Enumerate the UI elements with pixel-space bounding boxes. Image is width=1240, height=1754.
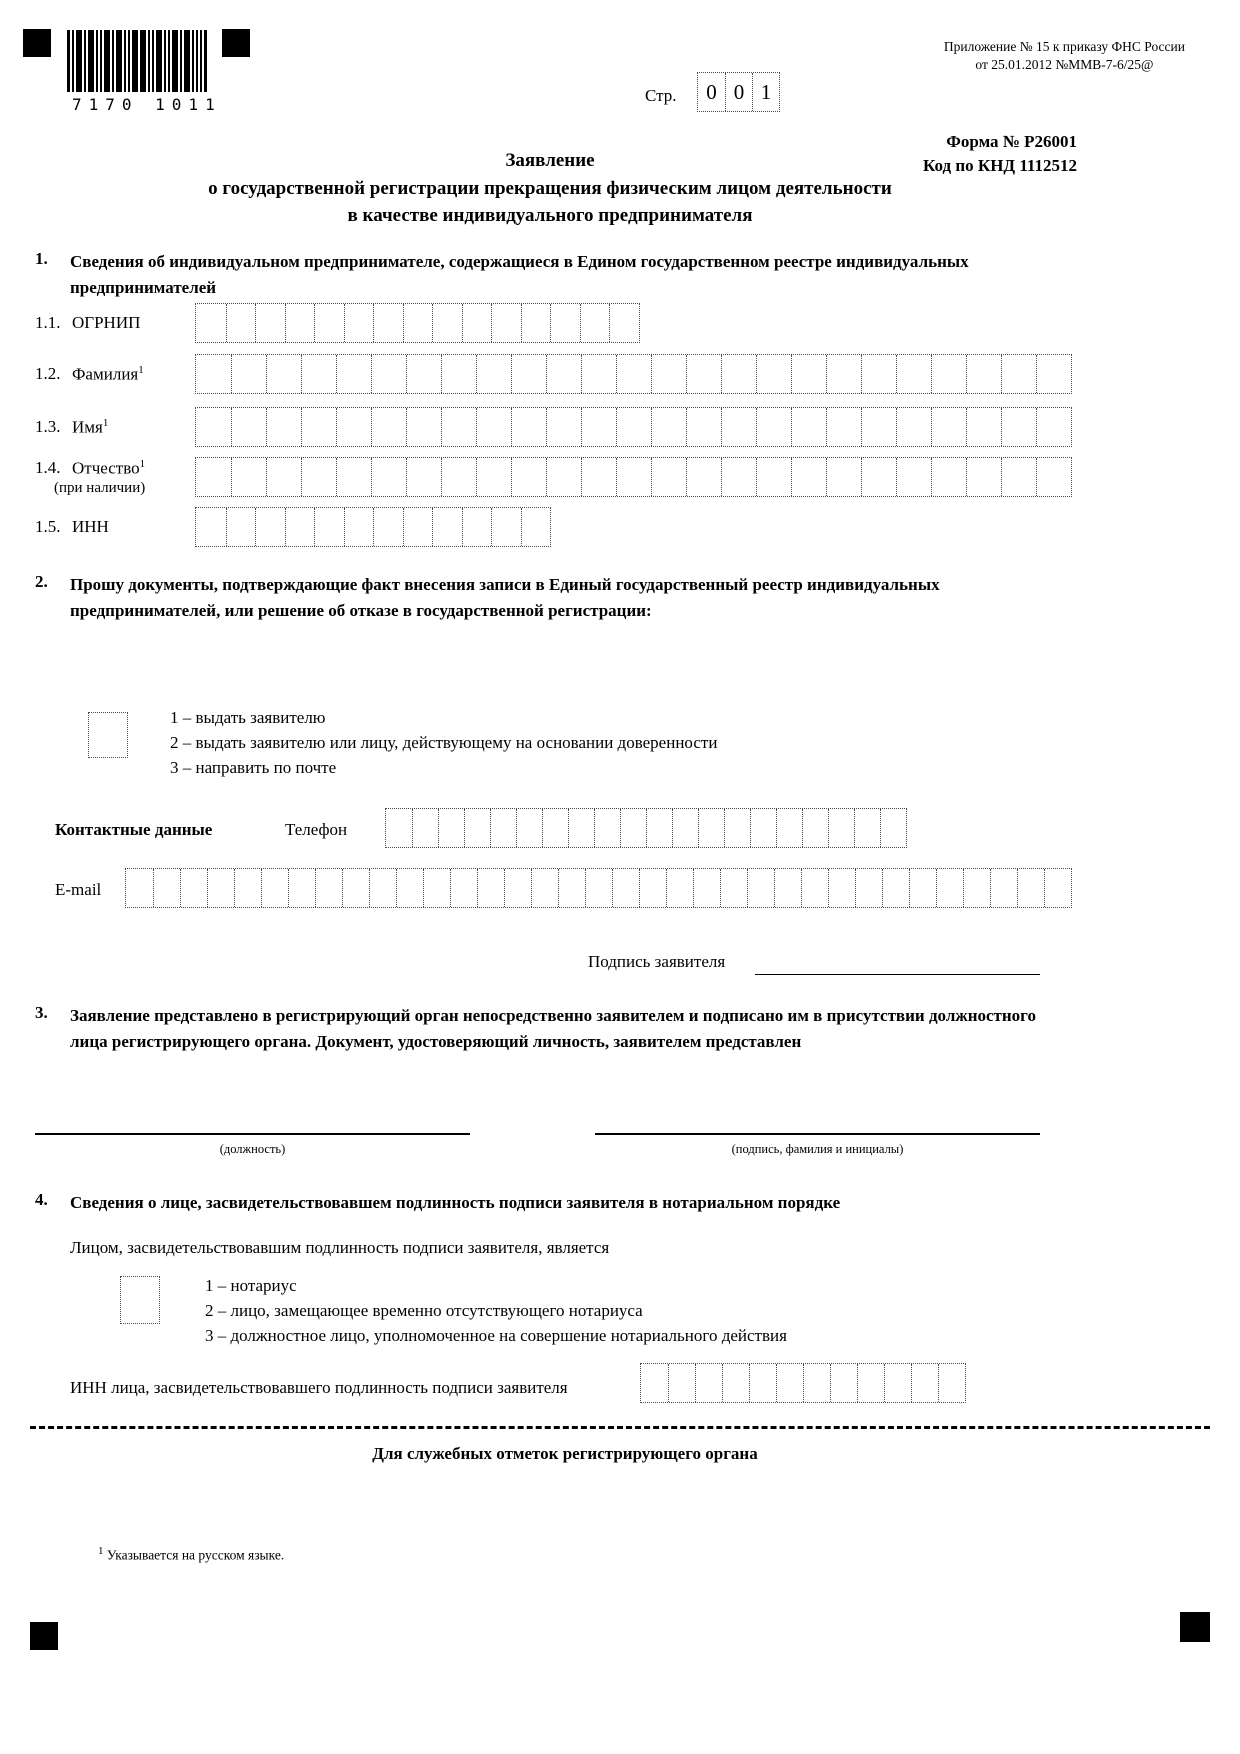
char-cell[interactable] — [315, 869, 342, 907]
char-cell[interactable] — [612, 869, 639, 907]
char-cell[interactable] — [521, 508, 551, 546]
char-cell[interactable] — [756, 355, 791, 393]
char-cell[interactable] — [896, 458, 931, 496]
char-cell[interactable] — [288, 869, 315, 907]
registration-mark-top-left — [23, 29, 51, 57]
knd-code: Код по КНД 1112512 — [922, 155, 1077, 175]
char-cell[interactable] — [774, 869, 801, 907]
char-cell[interactable] — [516, 809, 542, 847]
ogrnip-field[interactable] — [195, 303, 640, 343]
field-1-5-label: ИНН — [72, 517, 109, 536]
char-cell[interactable] — [301, 408, 336, 446]
char-cell[interactable] — [285, 304, 315, 342]
char-cell[interactable] — [511, 458, 546, 496]
char-cell[interactable] — [406, 458, 441, 496]
char-cell[interactable] — [180, 869, 207, 907]
char-cell[interactable] — [231, 355, 266, 393]
field-1-3-label: Имя$^1$ — [72, 417, 109, 437]
inn-field[interactable] — [195, 507, 551, 547]
field-1-5-number: 1.5. — [35, 517, 61, 536]
char-cell[interactable] — [314, 508, 344, 546]
issue-option-2: 2 – выдать заявителю или лицу, действующему на основании доверенности — [170, 733, 718, 752]
char-cell[interactable] — [826, 458, 861, 496]
footnote — [98, 1545, 284, 1564]
char-cell[interactable] — [396, 869, 423, 907]
char-cell[interactable] — [724, 809, 750, 847]
char-cell[interactable] — [861, 408, 896, 446]
char-cell[interactable] — [641, 1364, 668, 1402]
position-line[interactable] — [35, 1133, 470, 1135]
char-cell[interactable] — [686, 408, 721, 446]
char-cell[interactable] — [371, 458, 406, 496]
char-cell[interactable] — [909, 869, 936, 907]
char-cell[interactable] — [801, 869, 828, 907]
char-cell[interactable] — [403, 304, 433, 342]
char-cell[interactable] — [423, 869, 450, 907]
char-cell[interactable] — [803, 1364, 830, 1402]
char-cell[interactable] — [342, 869, 369, 907]
char-cell[interactable] — [585, 869, 612, 907]
issue-option-1: 1 – выдать заявителю — [170, 708, 326, 727]
form-number: Форма № Р26001 — [946, 132, 1077, 151]
char-cell[interactable] — [476, 458, 511, 496]
char-cell[interactable] — [931, 408, 966, 446]
char-cell[interactable] — [432, 304, 462, 342]
char-cell[interactable] — [639, 869, 666, 907]
char-cell[interactable] — [462, 304, 492, 342]
char-cell[interactable] — [462, 508, 492, 546]
email-field[interactable] — [125, 868, 1072, 908]
barcode-number: 7170 1011 — [72, 95, 222, 114]
section1-heading: Сведения об индивидуальном предпринимателе, содержащиеся в Едином государственном реестре индивидуальных предпринимателей — [70, 252, 969, 298]
firstname-field[interactable] — [195, 407, 1072, 447]
appendix-note — [944, 38, 1185, 74]
char-cell[interactable] — [371, 355, 406, 393]
footnote-ref: 1 — [102, 417, 109, 429]
char-cell[interactable] — [854, 809, 880, 847]
char-cell[interactable] — [721, 458, 756, 496]
char-cell[interactable] — [371, 408, 406, 446]
char-cell[interactable] — [686, 458, 721, 496]
char-cell[interactable] — [314, 304, 344, 342]
char-cell[interactable] — [344, 508, 374, 546]
section1-number: 1. — [35, 249, 48, 268]
service-marks-heading: Для служебных отметок регистрирующего органа — [372, 1444, 758, 1463]
phone-field[interactable] — [385, 808, 907, 848]
char-cell[interactable] — [1001, 355, 1036, 393]
email-label: E-mail — [55, 880, 102, 899]
char-cell[interactable] — [568, 809, 594, 847]
field-1-2-label: Фамилия$^1$ — [72, 364, 144, 384]
char-cell[interactable] — [721, 355, 756, 393]
applicant-signature-line[interactable] — [755, 974, 1040, 975]
barcode — [66, 30, 208, 97]
char-cell[interactable] — [880, 809, 906, 847]
char-cell[interactable] — [963, 869, 990, 907]
registration-mark-bottom-left — [30, 1622, 58, 1650]
char-cell[interactable] — [266, 355, 301, 393]
section4-heading: Сведения о лице, засвидетельствовавшем подлинность подписи заявителя в нотариальном порядке — [70, 1193, 841, 1212]
field-1-4-number: 1.4. — [35, 458, 61, 477]
signature-name-line[interactable] — [595, 1133, 1040, 1135]
char-cell[interactable] — [432, 508, 462, 546]
field-1-3-number: 1.3. — [35, 417, 61, 436]
char-cell[interactable] — [521, 304, 551, 342]
char-cell[interactable] — [884, 1364, 911, 1402]
char-cell[interactable] — [1001, 458, 1036, 496]
char-cell[interactable] — [620, 809, 646, 847]
char-cell[interactable] — [936, 869, 963, 907]
char-cell[interactable] — [261, 869, 288, 907]
char-cell[interactable] — [491, 508, 521, 546]
char-cell[interactable] — [301, 458, 336, 496]
char-cell[interactable] — [255, 304, 285, 342]
char-cell[interactable] — [266, 458, 301, 496]
char-cell[interactable] — [828, 809, 854, 847]
char-cell[interactable] — [686, 355, 721, 393]
form-title-line3: в качестве индивидуального предпринимателя — [347, 205, 753, 226]
char-cell[interactable] — [207, 869, 234, 907]
char-cell[interactable] — [791, 355, 826, 393]
char-cell[interactable] — [196, 408, 231, 446]
witness-inn-label: ИНН лица, засвидетельствовавшего подлинность подписи заявителя — [70, 1378, 568, 1397]
position-line-caption: (должность) — [219, 1142, 286, 1156]
char-cell[interactable] — [966, 355, 1001, 393]
char-cell[interactable] — [581, 458, 616, 496]
char-cell[interactable] — [441, 355, 476, 393]
section2-number: 2. — [35, 572, 48, 591]
page-number-label: Стр. — [645, 86, 677, 105]
field-1-2-number: 1.2. — [35, 364, 61, 383]
char-cell[interactable] — [477, 869, 504, 907]
contact-details-label: Контактные данные — [55, 820, 213, 839]
char-cell[interactable] — [153, 869, 180, 907]
char-cell[interactable] — [226, 508, 256, 546]
field-1-1-label: ОГРНИП — [72, 313, 141, 332]
char-cell[interactable] — [336, 458, 371, 496]
char-cell[interactable] — [826, 408, 861, 446]
witness-inn-field[interactable] — [640, 1363, 966, 1403]
section3-heading: Заявление представлено в регистрирующий орган непосредственно заявителем и подписано им в присутствии должностного лица регистрирующего органа. Документ, удостоверяющий личность, заявителем представлен — [70, 1006, 1036, 1052]
char-cell[interactable] — [531, 869, 558, 907]
field-1-1-number: 1.1. — [35, 313, 61, 332]
char-cell[interactable] — [231, 458, 266, 496]
char-cell[interactable] — [373, 508, 403, 546]
page-number-field[interactable] — [697, 72, 780, 112]
char-cell[interactable] — [558, 869, 585, 907]
footnote-text: Указывается на русском языке. — [106, 1547, 285, 1563]
char-cell[interactable] — [406, 408, 441, 446]
char-cell[interactable] — [546, 458, 581, 496]
footnote-ref: 1 — [138, 364, 144, 376]
char-cell[interactable] — [196, 508, 226, 546]
phone-label: Телефон — [285, 820, 348, 839]
char-cell[interactable]: 0 — [706, 79, 717, 104]
char-cell[interactable] — [756, 458, 791, 496]
char-cell[interactable] — [546, 408, 581, 446]
registration-mark-top-second — [222, 29, 250, 57]
appendix-line1: Приложение № 15 к приказу ФНС России — [943, 39, 1185, 54]
registration-mark-bottom-right — [1180, 1612, 1210, 1642]
char-cell[interactable] — [1001, 408, 1036, 446]
char-cell[interactable] — [580, 304, 610, 342]
char-cell[interactable] — [412, 809, 438, 847]
char-cell[interactable]: 0 — [725, 73, 752, 111]
char-cell[interactable] — [931, 458, 966, 496]
char-cell[interactable] — [196, 458, 231, 496]
char-cell[interactable] — [651, 408, 686, 446]
char-cell[interactable] — [672, 809, 698, 847]
section4-number: 4. — [35, 1190, 48, 1209]
signature-name-caption: (подпись, фамилия и инициалы) — [731, 1142, 904, 1156]
char-cell[interactable] — [616, 458, 651, 496]
witness-type-checkbox[interactable] — [120, 1276, 160, 1324]
char-cell[interactable] — [651, 458, 686, 496]
char-cell[interactable] — [336, 408, 371, 446]
char-cell[interactable] — [581, 408, 616, 446]
char-cell[interactable] — [406, 355, 441, 393]
char-cell[interactable] — [1036, 355, 1071, 393]
char-cell[interactable] — [266, 408, 301, 446]
char-cell[interactable] — [386, 809, 412, 847]
char-cell[interactable] — [546, 355, 581, 393]
char-cell[interactable] — [646, 809, 672, 847]
char-cell[interactable] — [776, 1364, 803, 1402]
char-cell[interactable] — [450, 869, 477, 907]
char-cell[interactable] — [490, 809, 516, 847]
char-cell[interactable] — [896, 355, 931, 393]
char-cell[interactable] — [756, 408, 791, 446]
footnote-ref: 1 — [139, 458, 146, 470]
char-cell[interactable] — [651, 355, 686, 393]
char-cell[interactable] — [931, 355, 966, 393]
char-cell[interactable] — [476, 408, 511, 446]
char-cell[interactable] — [226, 304, 256, 342]
char-cell[interactable] — [403, 508, 433, 546]
char-cell[interactable] — [668, 1364, 695, 1402]
char-cell[interactable] — [1036, 458, 1071, 496]
witness-option-1: 1 – нотариус — [205, 1276, 297, 1295]
char-cell[interactable] — [857, 1364, 884, 1402]
char-cell[interactable] — [966, 458, 1001, 496]
char-cell[interactable] — [791, 458, 826, 496]
barcode-image — [66, 30, 208, 92]
patronymic-field[interactable] — [195, 457, 1072, 497]
char-cell[interactable] — [196, 355, 231, 393]
char-cell[interactable] — [828, 869, 855, 907]
issue-option-3: 3 – направить по почте — [170, 758, 337, 777]
char-cell[interactable] — [491, 304, 521, 342]
char-cell[interactable] — [861, 355, 896, 393]
char-cell[interactable] — [791, 408, 826, 446]
field-1-4-sublabel: (при наличии) — [54, 480, 146, 496]
char-cell[interactable] — [504, 869, 531, 907]
char-cell[interactable] — [196, 304, 226, 342]
char-cell[interactable] — [511, 408, 546, 446]
char-cell[interactable] — [369, 869, 396, 907]
footnote-marker: 1 — [98, 1545, 104, 1557]
char-cell[interactable] — [938, 1364, 965, 1402]
tear-off-separator — [30, 1426, 1210, 1429]
char-cell[interactable] — [616, 408, 651, 446]
char-cell[interactable] — [720, 869, 747, 907]
char-cell[interactable] — [441, 458, 476, 496]
char-cell[interactable] — [344, 304, 374, 342]
char-cell[interactable] — [542, 809, 568, 847]
char-cell[interactable] — [722, 1364, 749, 1402]
form-title-line2: о государственной регистрации прекращения физическим лицом деятельности — [208, 178, 892, 199]
char-cell[interactable] — [750, 809, 776, 847]
char-cell[interactable] — [747, 869, 774, 907]
char-cell[interactable] — [285, 508, 315, 546]
applicant-signature-label: Подпись заявителя — [588, 952, 726, 971]
char-cell[interactable] — [855, 869, 882, 907]
char-cell[interactable] — [231, 408, 266, 446]
char-cell[interactable] — [1017, 869, 1044, 907]
char-cell[interactable] — [441, 408, 476, 446]
witness-option-2: 2 – лицо, замещающее временно отсутствующего нотариуса — [205, 1301, 643, 1320]
section3-number: 3. — [35, 1003, 48, 1022]
char-cell[interactable] — [126, 869, 153, 907]
form-title-line1: Заявление — [505, 150, 595, 171]
surname-field[interactable] — [195, 354, 1072, 394]
char-cell[interactable] — [693, 869, 720, 907]
char-cell[interactable] — [336, 355, 371, 393]
char-cell[interactable]: 1 — [752, 73, 779, 111]
char-cell[interactable] — [861, 458, 896, 496]
char-cell[interactable] — [826, 355, 861, 393]
char-cell[interactable] — [1036, 408, 1071, 446]
char-cell[interactable] — [911, 1364, 938, 1402]
char-cell[interactable] — [990, 869, 1017, 907]
char-cell[interactable] — [695, 1364, 722, 1402]
char-cell[interactable] — [616, 355, 651, 393]
char-cell[interactable] — [476, 355, 511, 393]
char-cell[interactable] — [830, 1364, 857, 1402]
char-cell[interactable] — [234, 869, 261, 907]
documents-issue-method-checkbox[interactable] — [88, 712, 128, 758]
char-cell[interactable] — [776, 809, 802, 847]
char-cell[interactable] — [896, 408, 931, 446]
char-cell[interactable] — [721, 408, 756, 446]
char-cell[interactable] — [1044, 869, 1071, 907]
char-cell[interactable] — [511, 355, 546, 393]
char-cell[interactable] — [581, 355, 616, 393]
char-cell[interactable] — [698, 809, 724, 847]
section2-heading: Прошу документы, подтверждающие факт внесения записи в Единый государственный реестр индивидуальных предпринимателей, или решение об отказе в государственной регистрации: — [70, 575, 940, 621]
char-cell[interactable] — [550, 304, 580, 342]
char-cell[interactable] — [666, 869, 693, 907]
char-cell[interactable] — [464, 809, 490, 847]
char-cell[interactable] — [594, 809, 620, 847]
appendix-line2: от 25.01.2012 №ММВ-7-6/25@ — [975, 57, 1154, 73]
char-cell[interactable] — [609, 304, 639, 342]
section4-intro: Лицом, засвидетельствовавшим подлинность подписи заявителя, является — [70, 1238, 610, 1257]
char-cell[interactable] — [882, 869, 909, 907]
char-cell[interactable] — [301, 355, 336, 393]
char-cell[interactable] — [438, 809, 464, 847]
witness-option-3: 3 – должностное лицо, уполномоченное на совершение нотариального действия — [205, 1326, 787, 1345]
char-cell[interactable] — [255, 508, 285, 546]
char-cell[interactable] — [966, 408, 1001, 446]
char-cell[interactable] — [802, 809, 828, 847]
char-cell[interactable] — [749, 1364, 776, 1402]
char-cell[interactable] — [373, 304, 403, 342]
field-1-4-label: Отчество$^1$ — [72, 458, 146, 478]
